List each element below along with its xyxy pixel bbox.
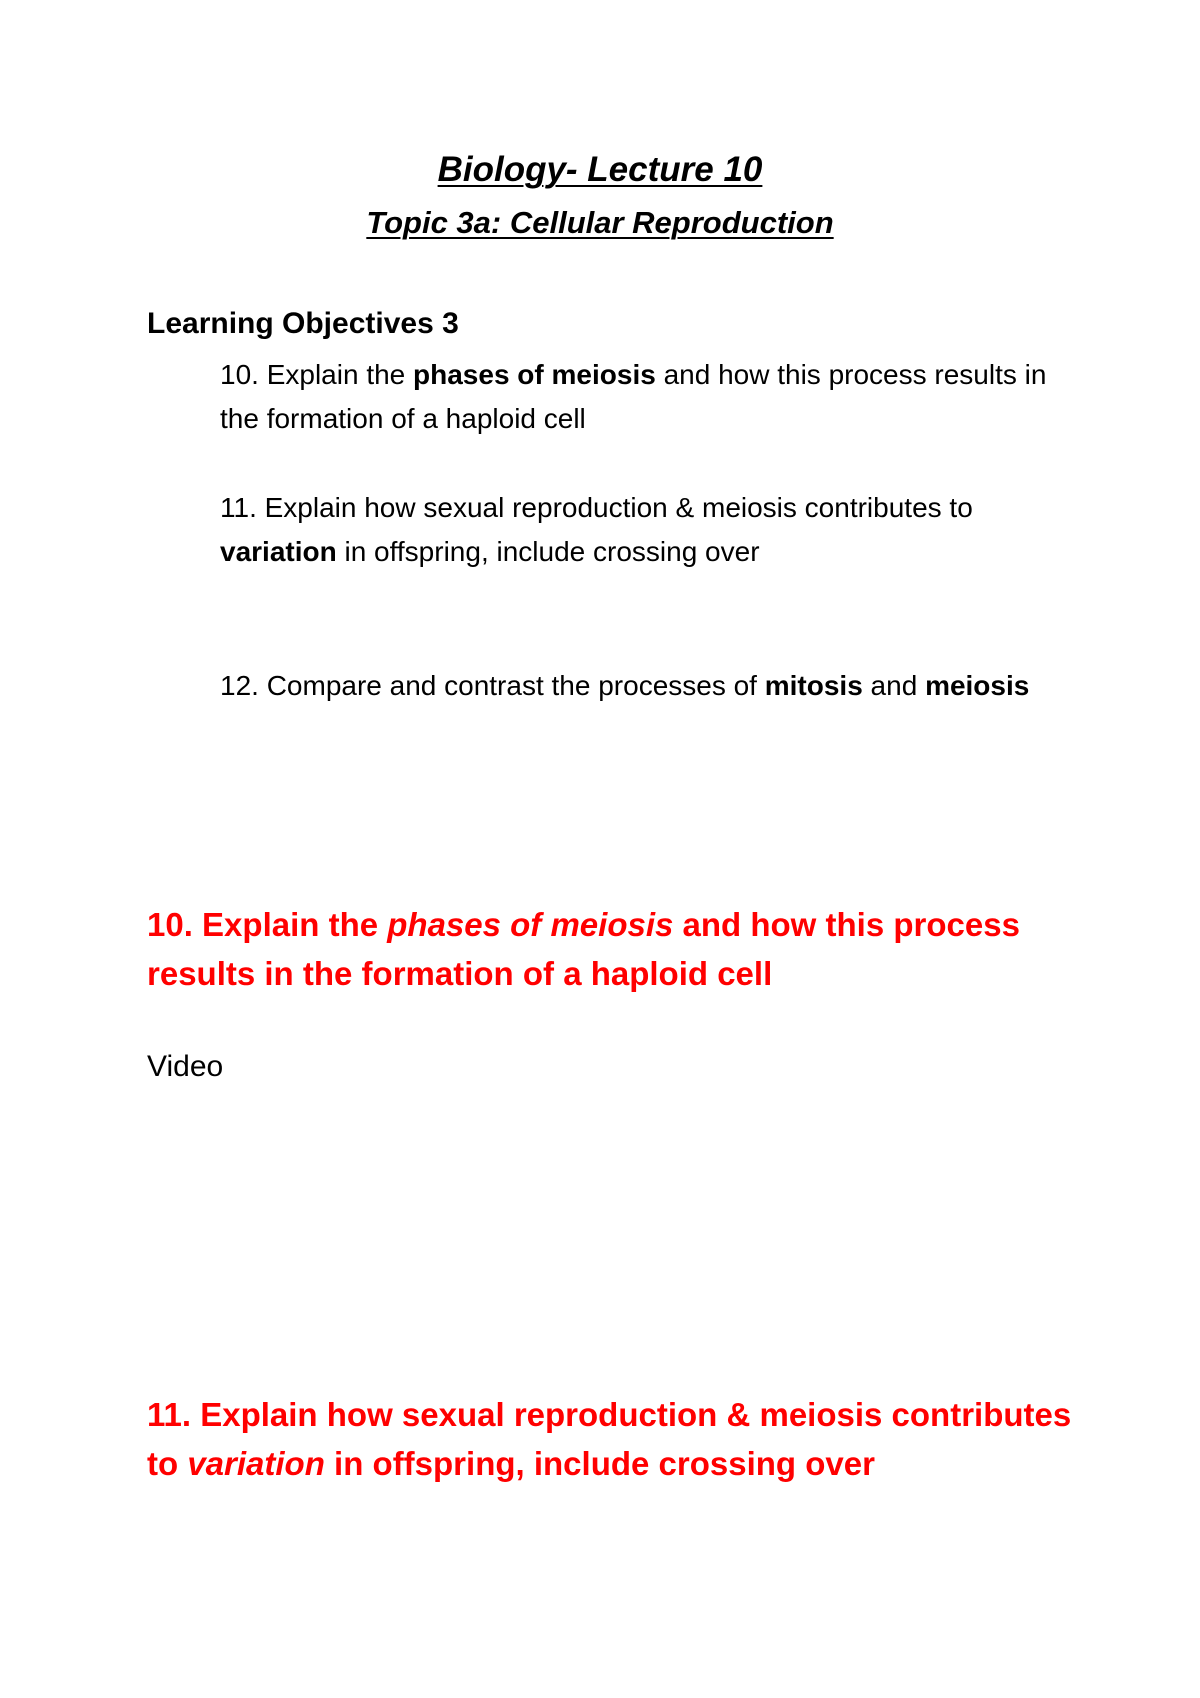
section-10-emphasis: phases of meiosis bbox=[387, 906, 674, 943]
section-heading-10 bbox=[147, 900, 1087, 998]
objective-12 bbox=[220, 664, 1080, 708]
objective-11-emphasis: variation bbox=[220, 536, 337, 567]
section-11-suffix: in offspring, include crossing over bbox=[324, 1445, 875, 1482]
video-label: Video bbox=[147, 1050, 224, 1083]
section-10-prefix: 10. Explain the bbox=[147, 906, 388, 943]
page-subtitle: Topic 3a: Cellular Reproduction bbox=[366, 205, 834, 240]
objective-10-prefix: 10. Explain the bbox=[220, 359, 414, 390]
section-heading-11 bbox=[147, 1390, 1087, 1488]
objective-12-emphasis-2: meiosis bbox=[925, 670, 1030, 701]
objective-12-emphasis: mitosis bbox=[764, 670, 863, 701]
objective-10-emphasis: phases of meiosis bbox=[413, 359, 656, 390]
objective-11-suffix: in offspring, include crossing over bbox=[336, 536, 760, 567]
objective-12-prefix: 12. Compare and contrast the processes of bbox=[220, 670, 765, 701]
objective-12-middle: and bbox=[862, 670, 926, 701]
section-11-prefix: 11. Explain how sexual reproduction & meiosis contributes to bbox=[147, 1396, 1072, 1482]
section-11-emphasis: variation bbox=[187, 1445, 325, 1482]
objective-10 bbox=[220, 353, 1080, 441]
objectives-heading: Learning Objectives 3 bbox=[147, 307, 459, 340]
page-title: Biology- Lecture 10 bbox=[437, 150, 763, 189]
section-10-suffix: and how this process results in the formation of a haploid cell bbox=[147, 906, 1020, 992]
objective-11 bbox=[220, 486, 1080, 574]
objective-11-prefix: 11. Explain how sexual reproduction & meiosis contributes to bbox=[220, 492, 973, 523]
objective-10-suffix: and how this process results in the formation of a haploid cell bbox=[220, 359, 1047, 434]
